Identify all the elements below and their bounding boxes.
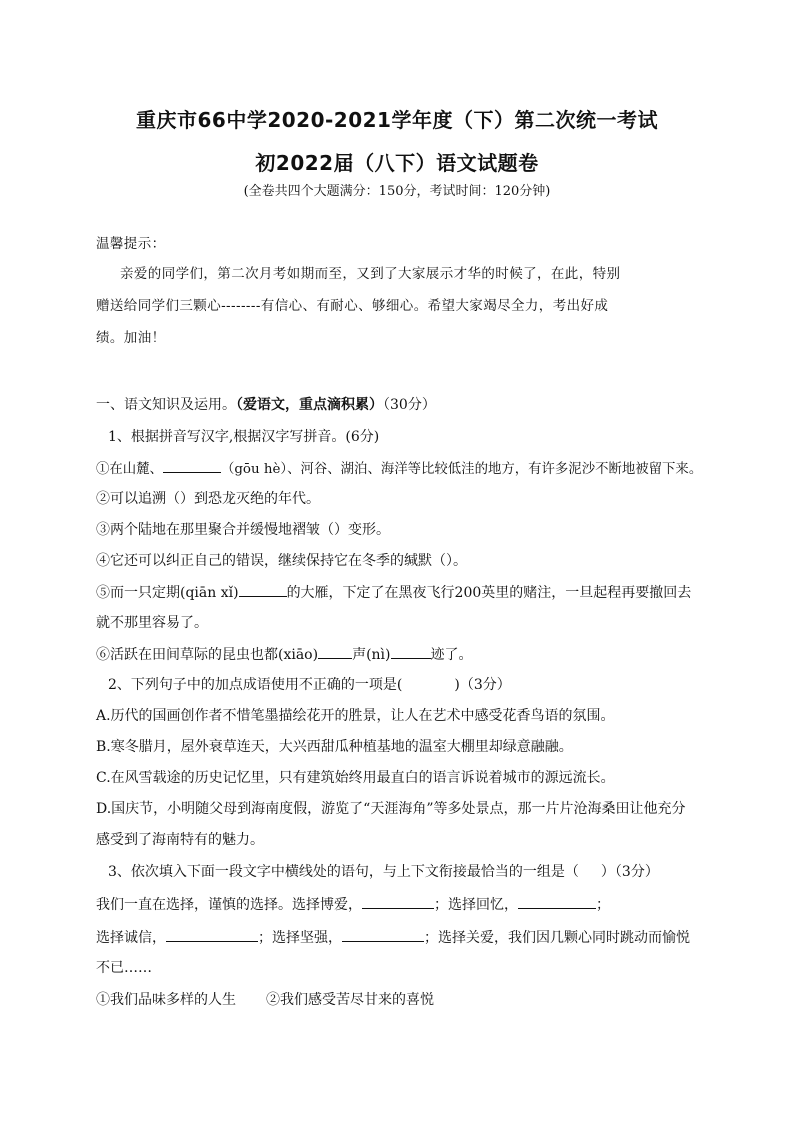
stem-text: 3、依次填入下面一段文字中横线处的语句，与上下文衔接最恰当的一组是（	[108, 864, 579, 880]
question-1-item	[96, 458, 702, 480]
passage-line	[96, 894, 610, 915]
passage-text: ；选择回忆，	[434, 897, 518, 913]
option-c: C.在风雪载途的历史记忆里，只有建筑始终用最直白的语言诉说着城市的源远流长。	[96, 770, 615, 786]
stem-text: ）（3分）	[600, 864, 659, 880]
stem-text: )（3分）	[454, 677, 511, 693]
answer-blank[interactable]	[318, 644, 352, 659]
item-text: ⑥活跃在田间草际的昆虫也都(xiāo)	[96, 647, 319, 663]
tips-line: 亲爱的同学们，第二次月考如期而至，又到了大家展示才华的时候了，在此，特别	[120, 266, 621, 282]
tips-heading: 温馨提示：	[96, 236, 166, 252]
section-heading	[96, 395, 436, 415]
item-text: 的大雁，下定了在黑夜飞行200英里的赌注，一旦起程再要撤回去	[286, 585, 692, 601]
answer-blank[interactable]	[166, 927, 258, 942]
tips-line: 赠送给同学们三颗心--------有信心、有耐心、够细心。希望大家竭尽全力，考出好成	[96, 298, 609, 314]
question-1-item	[96, 644, 473, 665]
stem-text: 2、下列句子中的加点成语使用不正确的一项是(	[108, 677, 403, 693]
answer-blank[interactable]	[518, 894, 596, 909]
answer-blank[interactable]	[391, 644, 431, 659]
passage-text: 我们一直在选择，谨慎的选择。选择博爱，	[96, 897, 362, 913]
section-heading-score: （30分）	[383, 397, 436, 413]
item-text: ⑤而一只定期(qiān xǐ)	[96, 585, 239, 601]
item-text: 迹了。	[430, 647, 473, 663]
item-text: ①在山麓、	[96, 462, 163, 477]
question-1-item: ②可以追溯（）到恐龙灭绝的年代。	[96, 491, 320, 507]
question-1-item: ④它还可以纠正自己的错误，继续保持它在冬季的缄默（）。	[96, 553, 467, 569]
passage-line: 不已……	[96, 960, 152, 976]
answer-blank[interactable]	[239, 582, 287, 597]
option-a: A.历代的国画创作者不惜笔墨描绘花开的胜景，让人在艺术中感受花香鸟语的氛围。	[96, 708, 615, 724]
passage-text: ；选择关爱，我们因几颗心同时跳动而愉悦	[424, 930, 690, 946]
section-heading-main: 一、语文知识及运用。	[96, 397, 236, 413]
item-text: 声(nì)	[352, 647, 391, 663]
passage-line	[96, 927, 690, 948]
question-1-item	[96, 582, 691, 603]
option-d-cont: 感受到了海南特有的魅力。	[96, 832, 264, 848]
question-1-stem: 1、根据拼音写汉字,根据汉字写拼音。(6分)	[108, 429, 380, 445]
exam-title: 重庆市66中学2020-2021学年度（下）第二次统一考试	[136, 108, 658, 132]
tips-line: 绩。加油！	[96, 330, 166, 346]
answer-blank[interactable]	[362, 894, 434, 909]
item-text: （gōu hè）、河谷、湖泊、海洋等比较低洼的地方，有许多泥沙不断地被留下来。	[220, 462, 703, 477]
section-heading-motto: （爱语文，重点滴积累）	[236, 397, 383, 413]
answer-blank[interactable]	[342, 927, 424, 942]
choice-list	[96, 990, 434, 1010]
choice-2: ②我们感受苦尽甘来的喜悦	[266, 992, 434, 1008]
option-d: D.国庆节，小明随父母到海南度假，游览了“天涯海角”等多处景点，那一片片沧海桑田让他充分	[96, 801, 686, 817]
exam-note: (全卷共四个大题满分：150分，考试时间：120分钟)	[243, 184, 551, 199]
answer-blank[interactable]	[163, 458, 221, 473]
passage-text: 选择诚信，	[96, 930, 166, 946]
option-b: B.寒冬腊月，屋外衰草连天，大兴西甜瓜种植基地的温室大棚里却绿意融融。	[96, 739, 573, 755]
passage-text: ；选择坚强，	[258, 930, 342, 946]
question-3-stem	[108, 862, 659, 882]
passage-text: ；	[596, 897, 610, 913]
question-2-stem	[108, 675, 511, 695]
question-1-item: ③两个陆地在那里聚合并缓慢地褶皱（）变形。	[96, 522, 390, 538]
exam-subtitle: 初2022届（八下）语文试题卷	[255, 151, 539, 175]
choice-1: ①我们品味多样的人生	[96, 992, 236, 1008]
question-1-item-cont: 就不那里容易了。	[96, 615, 208, 631]
